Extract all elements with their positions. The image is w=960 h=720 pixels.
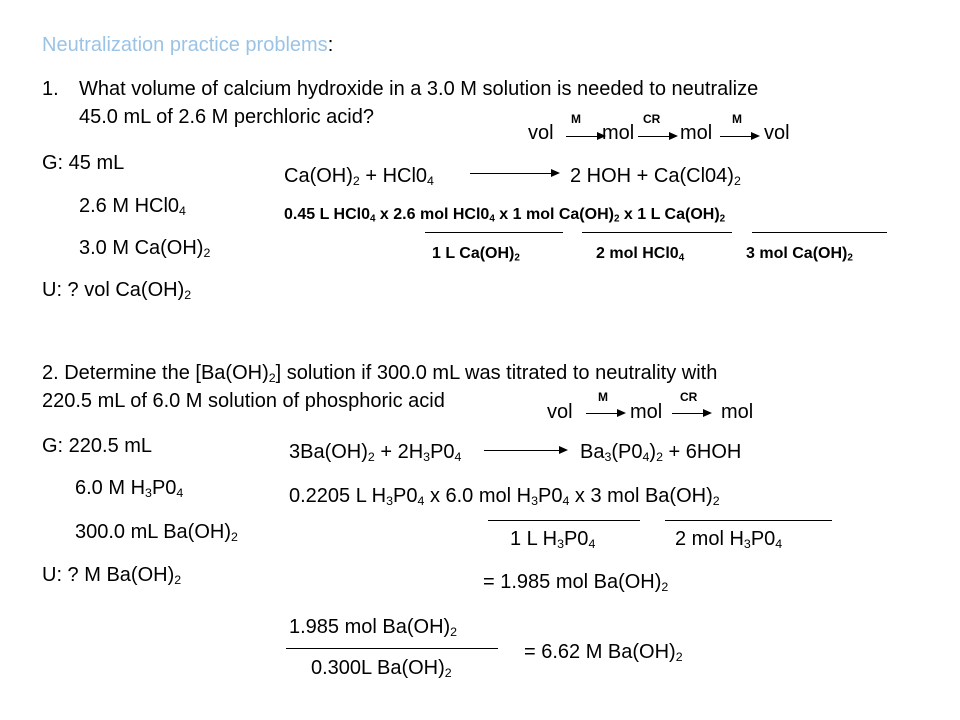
problem-1-equation-reactants <box>284 164 434 193</box>
p2-den-2-sub1: 3 <box>743 537 751 552</box>
problem-1-unknown <box>42 278 191 307</box>
calc-term-a-sub: 4 <box>369 213 376 225</box>
p2-given-3-sub: 2 <box>231 530 238 545</box>
problem-2-question-line-1 <box>42 361 717 390</box>
path-mol-2: mol <box>680 122 713 144</box>
p2-result-2-sub: 2 <box>675 650 683 665</box>
title-text: Neutralization practice problems <box>42 34 328 56</box>
given-3-text: 3.0 M Ca(OH) <box>79 237 204 259</box>
p2-product-a: Ba <box>580 441 605 463</box>
problem-2-molarity-denominator <box>311 656 452 685</box>
p2-product-b: (P0 <box>611 441 643 463</box>
p2-den-2-sub2: 4 <box>775 537 783 552</box>
calc-term-c-sub: 2 <box>613 213 620 225</box>
p2-den-1-mid: P0 <box>563 528 589 550</box>
p2-given-2-sub1: 3 <box>145 486 152 501</box>
unknown-sub: 2 <box>184 288 192 303</box>
reactant-1-sub: 2 <box>352 174 360 189</box>
calc-term-b-sub: 4 <box>489 213 495 225</box>
p2-reactant-2-sub1: 3 <box>423 450 431 465</box>
fraction-bar-3 <box>752 232 887 233</box>
p2-unknown-text: U: ? M Ba(OH) <box>42 564 175 586</box>
p2-reactant-1-sub: 2 <box>367 450 375 465</box>
p2-product-b-sub: 4 <box>642 450 650 465</box>
p2-given-2-text: 6.0 M H <box>75 477 146 499</box>
path-label-cr: CR <box>643 112 661 126</box>
problem-2-given-3 <box>75 520 238 549</box>
calc-term-d-sub: 2 <box>719 213 726 225</box>
p2-frac-num-text: 1.985 mol Ba(OH) <box>289 616 451 638</box>
p2-den-1-text: 1 L H <box>510 528 558 550</box>
p2-calc-a-sub1: 3 <box>386 494 394 509</box>
unknown-text: U: ? vol Ca(OH) <box>42 279 185 301</box>
problem-1-given-1: G: 45 mL <box>42 152 125 174</box>
p2-path-arrow-1 <box>586 413 624 414</box>
p2-den-1-sub1: 3 <box>557 537 564 552</box>
given-2-text: 2.6 M HCl0 <box>79 195 180 217</box>
p2-calc-b-sub1: 3 <box>531 494 538 509</box>
problem-2-denominator-2 <box>675 527 782 556</box>
p2-path-mol-2: mol <box>721 401 754 423</box>
p2-given-3-text: 300.0 mL Ba(OH) <box>75 521 231 543</box>
problem-1-denominator-3 <box>746 244 853 268</box>
reaction-arrow-2 <box>484 450 566 451</box>
path-vol-1: vol <box>528 122 554 144</box>
calc-term-c: x 1 mol Ca(OH) <box>494 206 614 223</box>
den-2-text: 2 mol HCl0 <box>596 245 679 262</box>
p2-product-d: + 6HOH <box>662 441 742 463</box>
p2-calc-b: x 6.0 mol H <box>424 485 532 507</box>
problem-2-equation-products <box>580 440 741 469</box>
problem-1-question-line-1: What volume of calcium hydroxide in a 3.0 M solution is needed to neutralize <box>79 78 759 100</box>
p2-result-1-sub: 2 <box>661 580 669 595</box>
reactant-2-sub: 4 <box>427 174 434 189</box>
problem-2-question-line-2: 220.5 mL of 6.0 M solution of phosphoric acid <box>42 390 445 412</box>
p2-unknown-sub: 2 <box>174 573 182 588</box>
path-label-m-2: M <box>732 112 742 126</box>
problem-2-given-1: G: 220.5 mL <box>42 435 153 457</box>
den-2-sub: 4 <box>678 252 685 264</box>
p2-fraction-bar-2 <box>665 520 832 521</box>
den-3-sub: 2 <box>847 252 853 264</box>
products-sub: 2 <box>733 174 741 189</box>
problem-2-molarity-numerator <box>289 615 457 644</box>
p2-frac-den-sub: 2 <box>444 666 452 681</box>
problem-2-given-2 <box>75 476 183 505</box>
given-3-sub: 2 <box>203 246 211 261</box>
p2-given-2-sub2: 4 <box>176 486 184 501</box>
p2-calc-b-sub2: 4 <box>562 494 570 509</box>
problem-2-unknown <box>42 563 181 592</box>
p2-frac-den-text: 0.300L Ba(OH) <box>311 657 445 679</box>
p2-frac-num-sub: 2 <box>450 625 458 640</box>
products-text: 2 HOH + Ca(Cl04) <box>570 165 734 187</box>
p2-path-label-cr: CR <box>680 390 698 404</box>
problem-1-calculation-numerators <box>284 205 725 229</box>
problem-1-number: 1. <box>42 78 59 100</box>
fraction-bar-2 <box>582 232 732 233</box>
calc-term-d: x 1 L Ca(OH) <box>619 206 720 223</box>
p2-den-1-sub2: 4 <box>588 537 596 552</box>
p2-den-2-text: 2 mol H <box>675 528 744 550</box>
problem-1-question-line-2: 45.0 mL of 2.6 M perchloric acid? <box>79 106 374 128</box>
p2-reactant-2: + 2H <box>374 441 424 463</box>
p2-given-2-mid: P0 <box>151 477 177 499</box>
calc-term-a: 0.45 L HCl0 <box>284 206 370 223</box>
p2-calc-c: x 3 mol Ba(OH) <box>569 485 713 507</box>
p2-calc-a-sub2: 4 <box>417 494 425 509</box>
p2-den-2-mid: P0 <box>750 528 776 550</box>
title-colon: : <box>327 34 334 56</box>
den-1-text: 1 L Ca(OH) <box>432 245 515 262</box>
p2-molarity-fraction-bar <box>286 648 498 649</box>
p2-q1-sub: 2 <box>268 371 276 386</box>
den-1-sub: 2 <box>514 252 520 264</box>
path-arrow-1 <box>566 136 604 137</box>
reaction-arrow-1 <box>470 173 558 174</box>
p2-path-arrow-2 <box>672 413 710 414</box>
path-mol-1: mol <box>602 122 635 144</box>
problem-1-denominator-1 <box>432 244 520 268</box>
p2-fraction-bar-1 <box>488 520 640 521</box>
p2-q1-b: ] solution if 300.0 mL was titrated to neutrality with <box>275 362 718 384</box>
p2-calc-c-sub: 2 <box>712 494 720 509</box>
problem-1-equation-products <box>570 164 741 193</box>
problem-2-final-result <box>524 640 683 669</box>
problem-2-equation-reactants <box>289 440 461 469</box>
page-title <box>42 33 333 57</box>
reactant-2: + HCl0 <box>359 165 428 187</box>
problem-1-denominator-2 <box>596 244 684 268</box>
reactant-1: Ca(OH) <box>284 165 353 187</box>
problem-2-result-moles <box>483 570 668 599</box>
path-vol-2: vol <box>764 122 790 144</box>
p2-reactant-2-mid: P0 <box>430 441 455 463</box>
p2-product-c: ) <box>649 441 657 463</box>
p2-q1-a: 2. Determine the [Ba(OH) <box>42 362 269 384</box>
problem-2-denominator-1 <box>510 527 595 556</box>
p2-reactant-1: 3Ba(OH) <box>289 441 368 463</box>
fraction-bar-1 <box>425 232 563 233</box>
path-arrow-2 <box>638 136 676 137</box>
problem-1-given-2 <box>79 194 186 223</box>
p2-calc-b-mid: P0 <box>538 485 563 507</box>
p2-path-mol-1: mol <box>630 401 663 423</box>
p2-calc-a: 0.2205 L H <box>289 485 387 507</box>
problem-2-calculation-numerators <box>289 484 720 513</box>
p2-product-c-sub: 2 <box>656 450 663 465</box>
p2-result-1-text: = 1.985 mol Ba(OH) <box>483 571 662 593</box>
problem-1-given-3 <box>79 236 210 265</box>
calc-term-b: x 2.6 mol HCl0 <box>375 206 490 223</box>
den-3-text: 3 mol Ca(OH) <box>746 245 848 262</box>
p2-result-2-text: = 6.62 M Ba(OH) <box>524 641 676 663</box>
p2-reactant-2-sub2: 4 <box>454 450 462 465</box>
p2-path-label-m: M <box>598 390 608 404</box>
p2-product-a-sub: 3 <box>604 450 612 465</box>
p2-path-vol: vol <box>547 401 573 423</box>
given-2-sub: 4 <box>179 204 186 219</box>
path-arrow-3 <box>720 136 758 137</box>
path-label-m-1: M <box>571 112 581 126</box>
p2-calc-a-mid: P0 <box>393 485 418 507</box>
